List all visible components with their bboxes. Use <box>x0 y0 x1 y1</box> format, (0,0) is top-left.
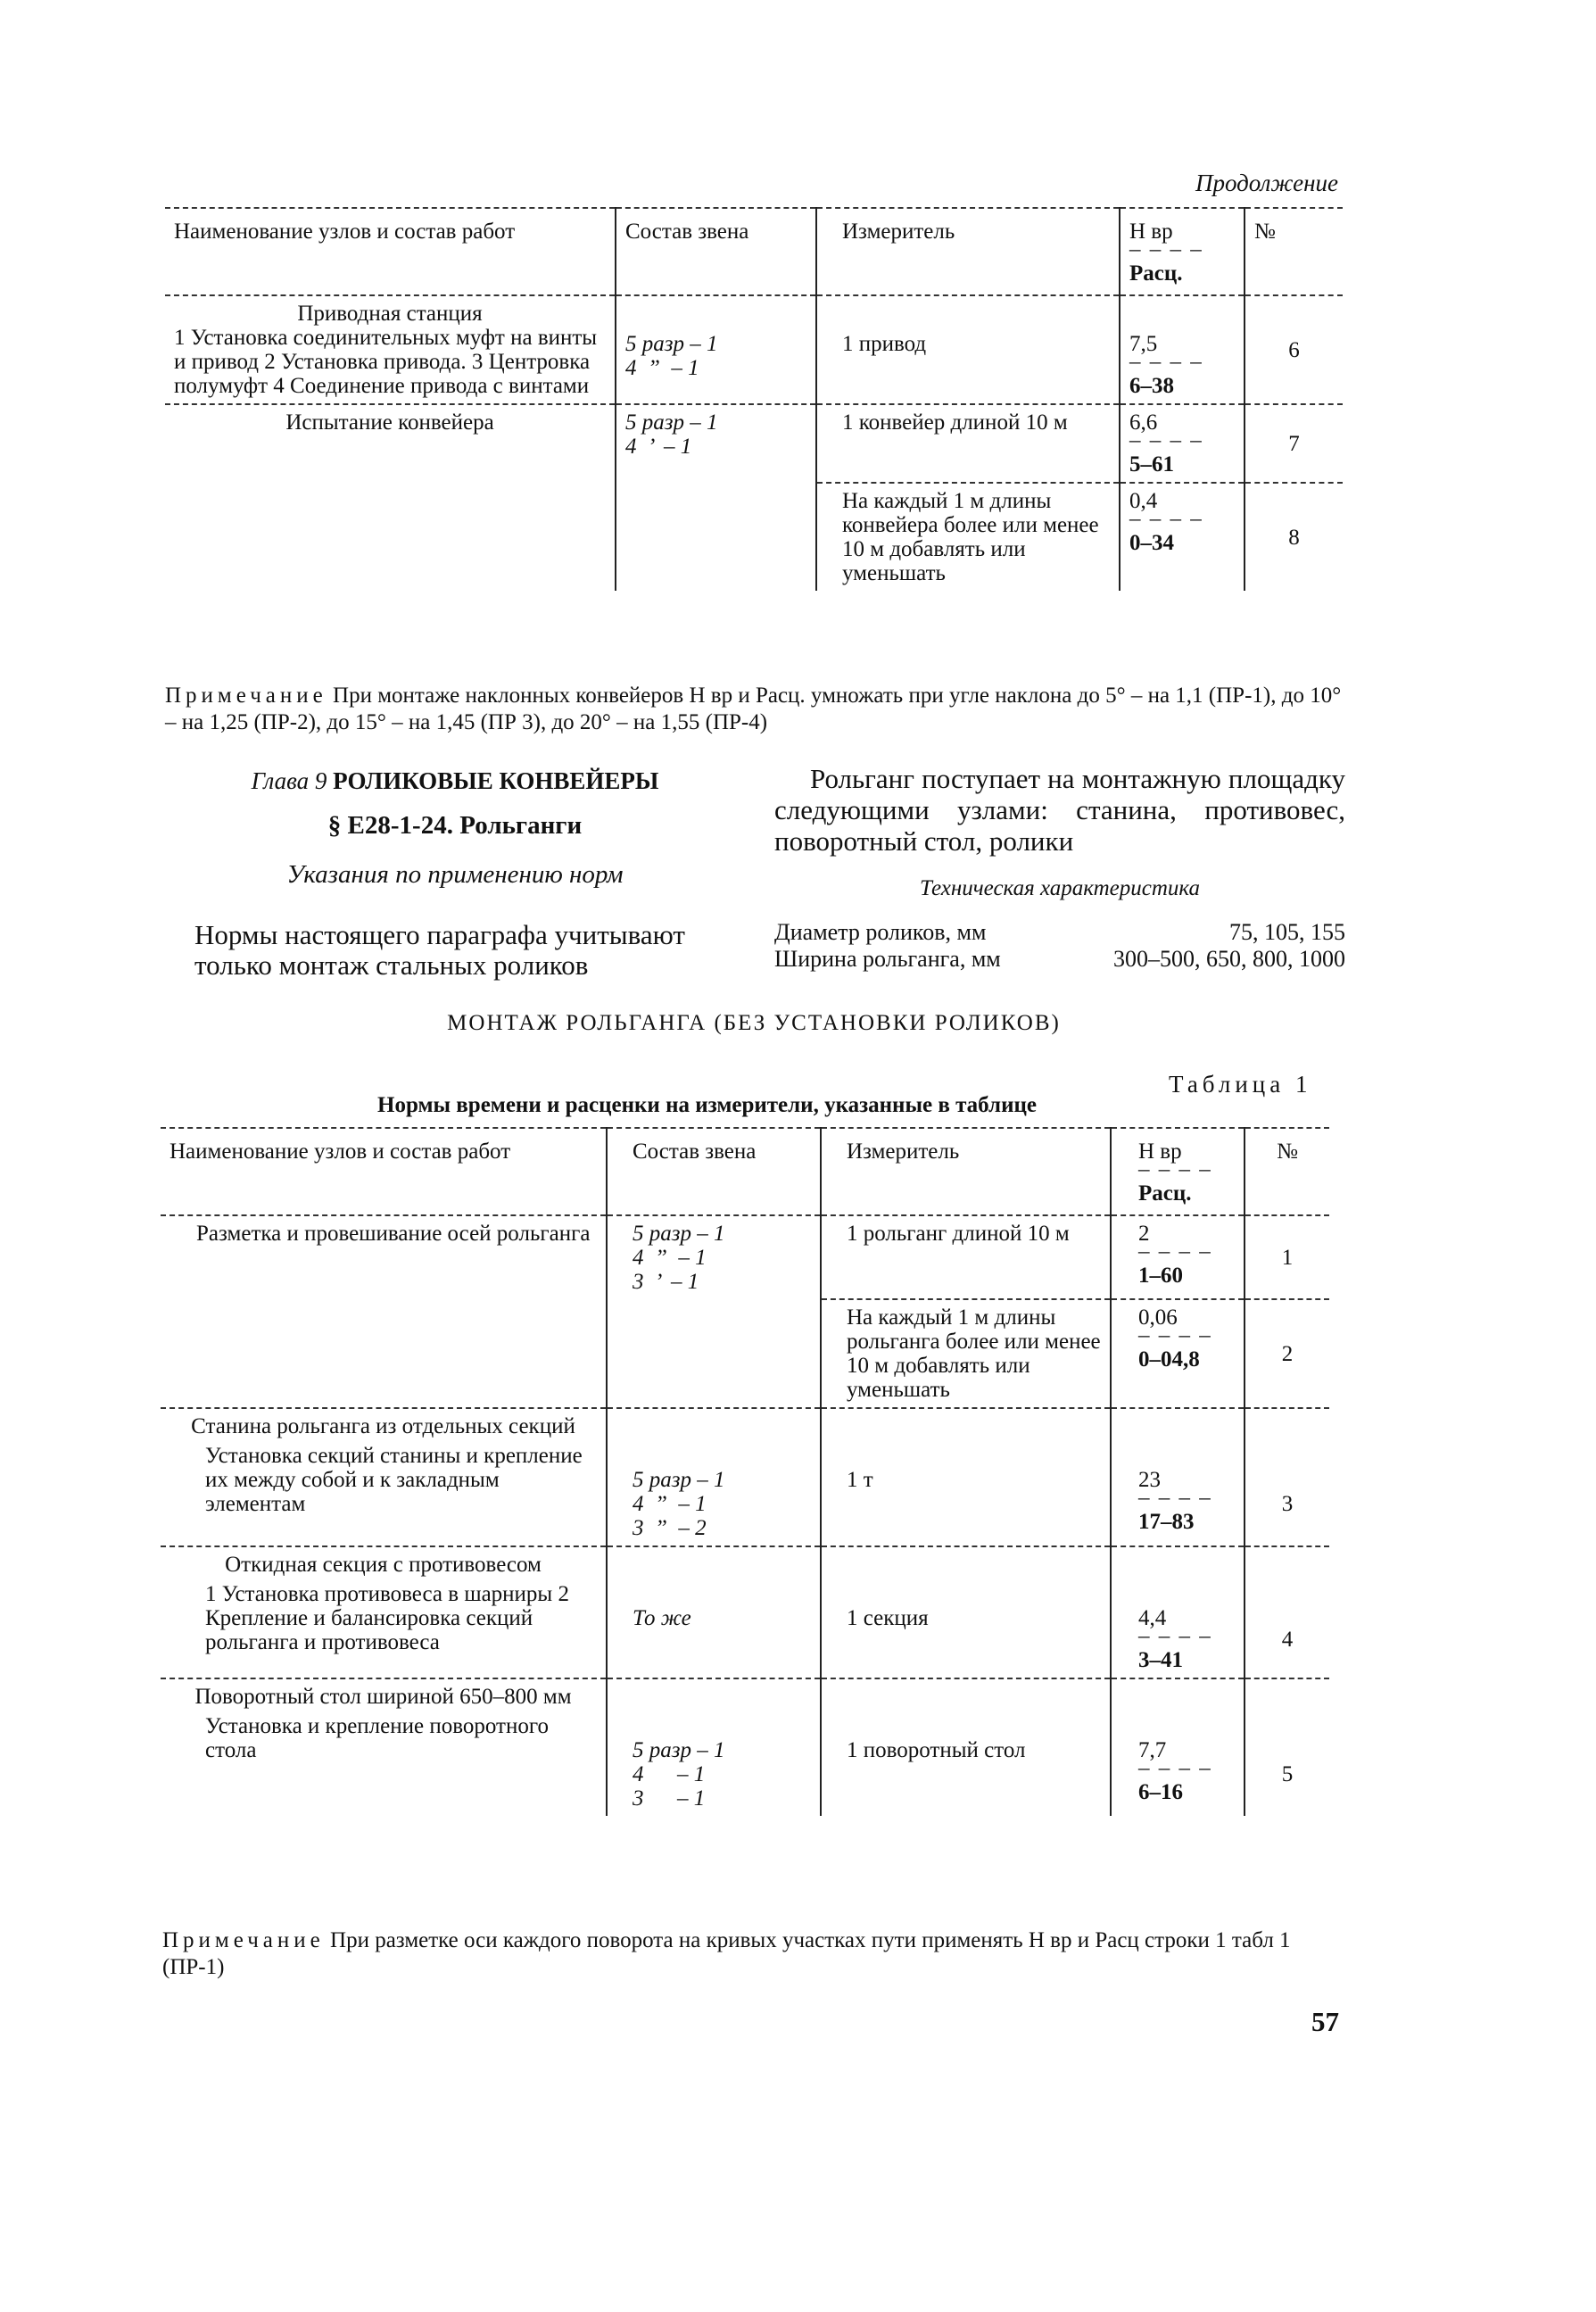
section-paragraph: Нормы настоящего параграфа учитывают только монтаж стальных роликов <box>194 919 685 981</box>
chapter-right-column <box>774 763 1345 973</box>
norm-rate: 2 – – – – 1–60 <box>1111 1215 1245 1299</box>
group-title: Откидная секция с противовесом <box>225 1553 542 1577</box>
work-description: 1 Установка противовеса в шарниры 2 Крепление и балансировка секций рольганга и противовеса <box>205 1582 569 1654</box>
row-number: 7 <box>1245 404 1343 483</box>
norm-rate: 0,4 – – – – 0–34 <box>1120 483 1245 591</box>
table-row <box>161 1299 1329 1408</box>
header-meter: Измеритель <box>816 208 1120 295</box>
crew-composition: 5 разр – 1 4 – 1 3 – 1 <box>633 1738 725 1811</box>
norm-rate: 0,06 – – – – 0–04,8 <box>1111 1299 1245 1408</box>
table-label: Таблица 1 <box>1169 1071 1312 1098</box>
work-description: Разметка и провешивание осей рольганга <box>161 1215 607 1299</box>
row-number: 1 <box>1281 1245 1294 1270</box>
header-meter: Измеритель <box>821 1128 1111 1215</box>
section-subtitle: Указания по применению норм <box>286 860 624 889</box>
norm-rate: 7,7 – – – – 6–16 <box>1111 1678 1245 1816</box>
table-header-row <box>165 208 1343 295</box>
crew-composition: 5 разр – 1 4 ’ – 1 <box>625 410 718 459</box>
table-row <box>161 1408 1329 1546</box>
meter: 1 привод <box>816 295 1120 404</box>
section-heading: МОНТАЖ РОЛЬГАНГА (БЕЗ УСТАНОВКИ РОЛИКОВ) <box>447 1011 1061 1035</box>
table-row <box>165 483 1343 591</box>
top-norms-table <box>165 207 1343 591</box>
specs-list <box>774 919 1345 973</box>
header-crew: Состав звена <box>607 1128 821 1215</box>
row-number: 8 <box>1245 483 1343 591</box>
section-title: § Е28-1-24. Рольганги <box>327 811 583 840</box>
row-number: 2 <box>1245 1299 1329 1408</box>
table-row <box>165 404 1343 483</box>
meter: На каждый 1 м длины конвейера более или менее 10 м добавлять или уменьшать <box>816 483 1120 591</box>
meter: 1 конвейер длиной 10 м <box>816 404 1120 483</box>
norm-rate: 23 – – – – 17–83 <box>1111 1408 1245 1546</box>
table-caption: Нормы времени и расценки на измерители, указанные в таблице <box>377 1093 1037 1117</box>
crew-composition: 5 разр – 1 4 ” – 1 3 ” – 2 <box>633 1468 725 1540</box>
header-number: № <box>1245 208 1343 295</box>
work-description: Испытание конвейера <box>165 404 616 483</box>
header-name: Наименование узлов и состав работ <box>161 1128 607 1215</box>
row-number: 6 <box>1288 337 1300 362</box>
continuation-label: Продолжение <box>1195 170 1339 196</box>
chapter-heading: Глава 9 РОЛИКОВЫЕ КОНВЕЙЕРЫ <box>251 767 659 794</box>
work-description: 1 Установка соединительных муфт на винты и привод 2 Установка привода. 3 Центровка полумуфт 4 Соединение привода с винтами <box>174 326 598 398</box>
spec-row: Ширина рольганга, мм 300–500, 650, 800, 1000 <box>774 946 1345 972</box>
group-title: Приводная станция <box>297 302 483 326</box>
crew-composition: 5 разр – 1 4 ” – 1 3 ’ – 1 <box>633 1222 725 1294</box>
page-number: 57 <box>1311 2006 1339 2037</box>
table-header-row <box>161 1128 1329 1215</box>
group-title: Станина рольганга из отдельных секций <box>191 1414 575 1438</box>
row-number: 5 <box>1245 1678 1329 1816</box>
header-number: № <box>1245 1128 1329 1215</box>
table1-note: Примечание При разметке оси каждого поворота на кривых участках пути применять Н вр и Расц строки 1 табл 1 (ПР-1) <box>162 1928 1291 1979</box>
meter: 1 рольганг длиной 10 м <box>821 1215 1111 1299</box>
table-row <box>165 295 1343 404</box>
table-row <box>161 1215 1329 1299</box>
meter: 1 секция <box>821 1546 1111 1678</box>
right-paragraph: Рольганг поступает на монтажную площадку следующими узлами: станина, противовес, поворотный стол, ролики <box>774 763 1345 857</box>
header-norm: Н вр – – – – Расц. <box>1111 1128 1245 1215</box>
chapter-left-column <box>161 767 749 981</box>
meter: 1 поворотный стол <box>821 1678 1111 1816</box>
tech-characteristics-title: Техническая характеристика <box>919 876 1200 900</box>
norm-rate: 4,4 – – – – 3–41 <box>1111 1546 1245 1678</box>
norm-rate: 6,6 – – – – 5–61 <box>1120 404 1245 483</box>
work-description: Установка и крепление поворотного стола <box>205 1714 549 1762</box>
norm-rate: 7,5 – – – – 6–38 <box>1120 295 1245 404</box>
row-number: 4 <box>1245 1546 1329 1678</box>
header-name: Наименование узлов и состав работ <box>165 208 616 295</box>
table-row <box>161 1546 1329 1678</box>
work-description: Установка секций станины и крепление их между собой и к закладным элементам <box>205 1444 583 1516</box>
table-row <box>161 1678 1329 1816</box>
crew-composition: 5 разр – 1 4 ” – 1 <box>625 332 718 380</box>
meter: 1 т <box>821 1408 1111 1546</box>
spec-row: Диаметр роликов, мм 75, 105, 155 <box>774 919 1345 945</box>
meter: На каждый 1 м длины рольганга более или менее 10 м добавлять или уменьшать <box>821 1299 1111 1408</box>
header-crew: Состав звена <box>616 208 816 295</box>
top-note: Примечание При монтаже наклонных конвейеров Н вр и Расц. умножать при угле наклона до 5° – на 1,1 (ПР-1), до 10° – на 1,25 (ПР-2), до 15° – на 1,45 (ПР 3), до 20° – на 1,55 (ПР-4) <box>165 684 1342 734</box>
rollgang-norms-table <box>161 1127 1329 1816</box>
row-number: 3 <box>1245 1408 1329 1546</box>
group-title: Поворотный стол шириной 650–800 мм <box>194 1685 572 1709</box>
header-norm: Н вр – – – – Расц. <box>1120 208 1245 295</box>
crew-composition: То же <box>633 1606 691 1630</box>
